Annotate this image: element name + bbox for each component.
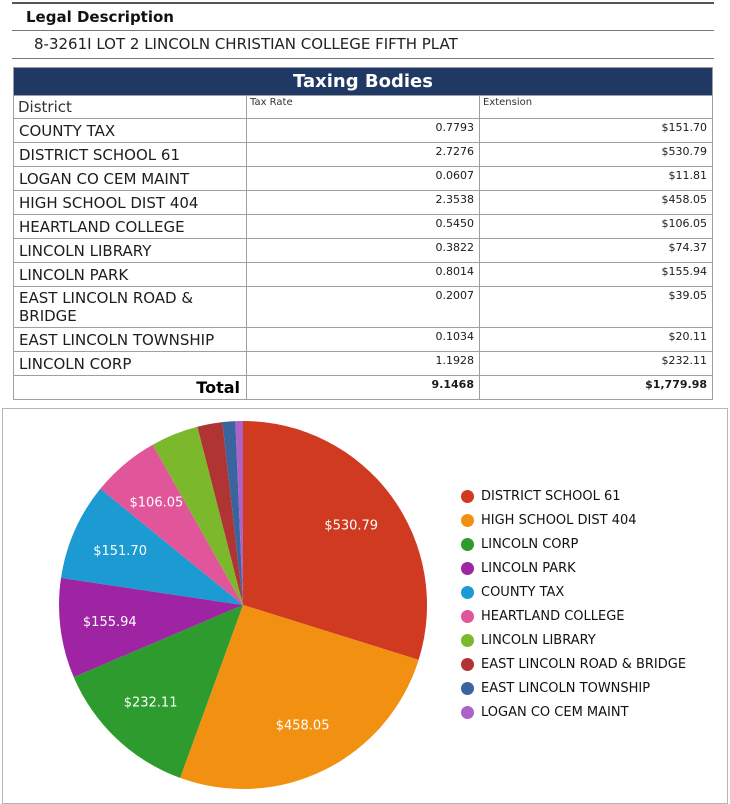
table-row <box>14 352 713 376</box>
legal-description-title: Legal Description <box>12 4 714 31</box>
district-cell-lincoln-park: LINCOLN PARK <box>14 263 247 287</box>
table-row <box>14 119 713 143</box>
pie-slice-label-county-tax: $151.70 <box>93 543 147 559</box>
legal-description-section <box>12 2 714 59</box>
district-cell-logan-co-cem-maint: LOGAN CO CEM MAINT <box>14 167 247 191</box>
pie-slice-label-high-school-dist-404: $458.05 <box>275 718 330 734</box>
table-title-row <box>14 68 713 96</box>
table-column-header-row <box>14 96 713 119</box>
district-cell-east-lincoln-township: EAST LINCOLN TOWNSHIP <box>14 328 247 352</box>
district-cell-district-school-61: DISTRICT SCHOOL 61 <box>14 143 247 167</box>
extension-cell: $20.11 <box>480 328 713 352</box>
extension-cell: $458.05 <box>480 191 713 215</box>
legend-color-dot <box>461 514 474 527</box>
extension-cell: $11.81 <box>480 167 713 191</box>
legend-color-dot <box>461 682 474 695</box>
table-row <box>14 215 713 239</box>
pie-slice-label-lincoln-park: $155.94 <box>82 615 137 631</box>
table-row <box>14 263 713 287</box>
legend-item-logan-co-cem-maint <box>461 705 686 720</box>
table-row <box>14 167 713 191</box>
legend-label: LINCOLN CORP <box>481 537 579 552</box>
legend-item-east-lincoln-township <box>461 681 686 696</box>
tax-rate-cell: 0.7793 <box>247 119 480 143</box>
legend-color-dot <box>461 490 474 503</box>
pie-chart <box>3 409 455 801</box>
legend-item-district-school-61 <box>461 489 686 504</box>
legend-item-lincoln-library <box>461 633 686 648</box>
legend-label: LINCOLN LIBRARY <box>481 633 596 648</box>
total-tax-rate: 9.1468 <box>247 376 480 400</box>
extension-cell: $155.94 <box>480 263 713 287</box>
legend-color-dot <box>461 634 474 647</box>
column-header-district: District <box>14 96 247 119</box>
legend-label: HEARTLAND COLLEGE <box>481 609 625 624</box>
extension-cell: $151.70 <box>480 119 713 143</box>
legend-item-high-school-dist-404 <box>461 513 686 528</box>
legend-color-dot <box>461 562 474 575</box>
pie-slice-label-lincoln-corp: $232.11 <box>123 695 178 711</box>
district-cell-county-tax: COUNTY TAX <box>14 119 247 143</box>
table-row <box>14 191 713 215</box>
legend-label: COUNTY TAX <box>481 585 565 600</box>
tax-rate-cell: 0.3822 <box>247 239 480 263</box>
extension-cell: $106.05 <box>480 215 713 239</box>
legend-label: HIGH SCHOOL DIST 404 <box>481 513 637 528</box>
legend-item-county-tax <box>461 585 686 600</box>
tax-distribution-chart <box>2 408 728 804</box>
total-extension: $1,779.98 <box>480 376 713 400</box>
column-header-tax-rate: Tax Rate <box>247 96 480 119</box>
district-cell-heartland-college: HEARTLAND COLLEGE <box>14 215 247 239</box>
tax-rate-cell: 0.1034 <box>247 328 480 352</box>
total-label: Total <box>14 376 247 400</box>
table-row <box>14 143 713 167</box>
legend-item-lincoln-park <box>461 561 686 576</box>
legend-color-dot <box>461 658 474 671</box>
legend-label: EAST LINCOLN ROAD & BRIDGE <box>481 657 687 672</box>
column-header-extension: Extension <box>480 96 713 119</box>
extension-cell: $39.05 <box>480 287 713 328</box>
legend-color-dot <box>461 538 474 551</box>
legend-label: DISTRICT SCHOOL 61 <box>481 489 621 504</box>
table-row <box>14 239 713 263</box>
tax-rate-cell: 2.3538 <box>247 191 480 215</box>
district-cell-lincoln-corp: LINCOLN CORP <box>14 352 247 376</box>
chart-legend <box>461 489 686 720</box>
district-cell-lincoln-library: LINCOLN LIBRARY <box>14 239 247 263</box>
pie-slice-label-district-school-61: $530.79 <box>324 518 379 534</box>
legend-item-east-lincoln-road-bridge <box>461 657 686 672</box>
table-row <box>14 287 713 328</box>
tax-report-page <box>0 2 730 750</box>
legend-color-dot <box>461 610 474 623</box>
legend-item-lincoln-corp <box>461 537 686 552</box>
tax-rate-cell: 2.7276 <box>247 143 480 167</box>
table-total-row <box>14 376 713 400</box>
legend-item-heartland-college <box>461 609 686 624</box>
taxing-bodies-table <box>13 67 713 400</box>
extension-cell: $74.37 <box>480 239 713 263</box>
table-title: Taxing Bodies <box>14 68 713 96</box>
tax-rate-cell: 1.1928 <box>247 352 480 376</box>
district-cell-east-lincoln-road-bridge: EAST LINCOLN ROAD & BRIDGE <box>14 287 247 328</box>
extension-cell: $232.11 <box>480 352 713 376</box>
district-cell-high-school-dist-404: HIGH SCHOOL DIST 404 <box>14 191 247 215</box>
legend-color-dot <box>461 586 474 599</box>
pie-slice-label-heartland-college: $106.05 <box>129 495 184 511</box>
tax-rate-cell: 0.0607 <box>247 167 480 191</box>
tax-rate-cell: 0.8014 <box>247 263 480 287</box>
extension-cell: $530.79 <box>480 143 713 167</box>
legend-label: LOGAN CO CEM MAINT <box>481 705 629 720</box>
tax-rate-cell: 0.2007 <box>247 287 480 328</box>
legend-label: EAST LINCOLN TOWNSHIP <box>481 681 651 696</box>
legal-description-value: 8-3261I LOT 2 LINCOLN CHRISTIAN COLLEGE FIFTH PLAT <box>12 31 714 59</box>
table-row <box>14 328 713 352</box>
legend-color-dot <box>461 706 474 719</box>
tax-rate-cell: 0.5450 <box>247 215 480 239</box>
legend-label: LINCOLN PARK <box>481 561 576 576</box>
